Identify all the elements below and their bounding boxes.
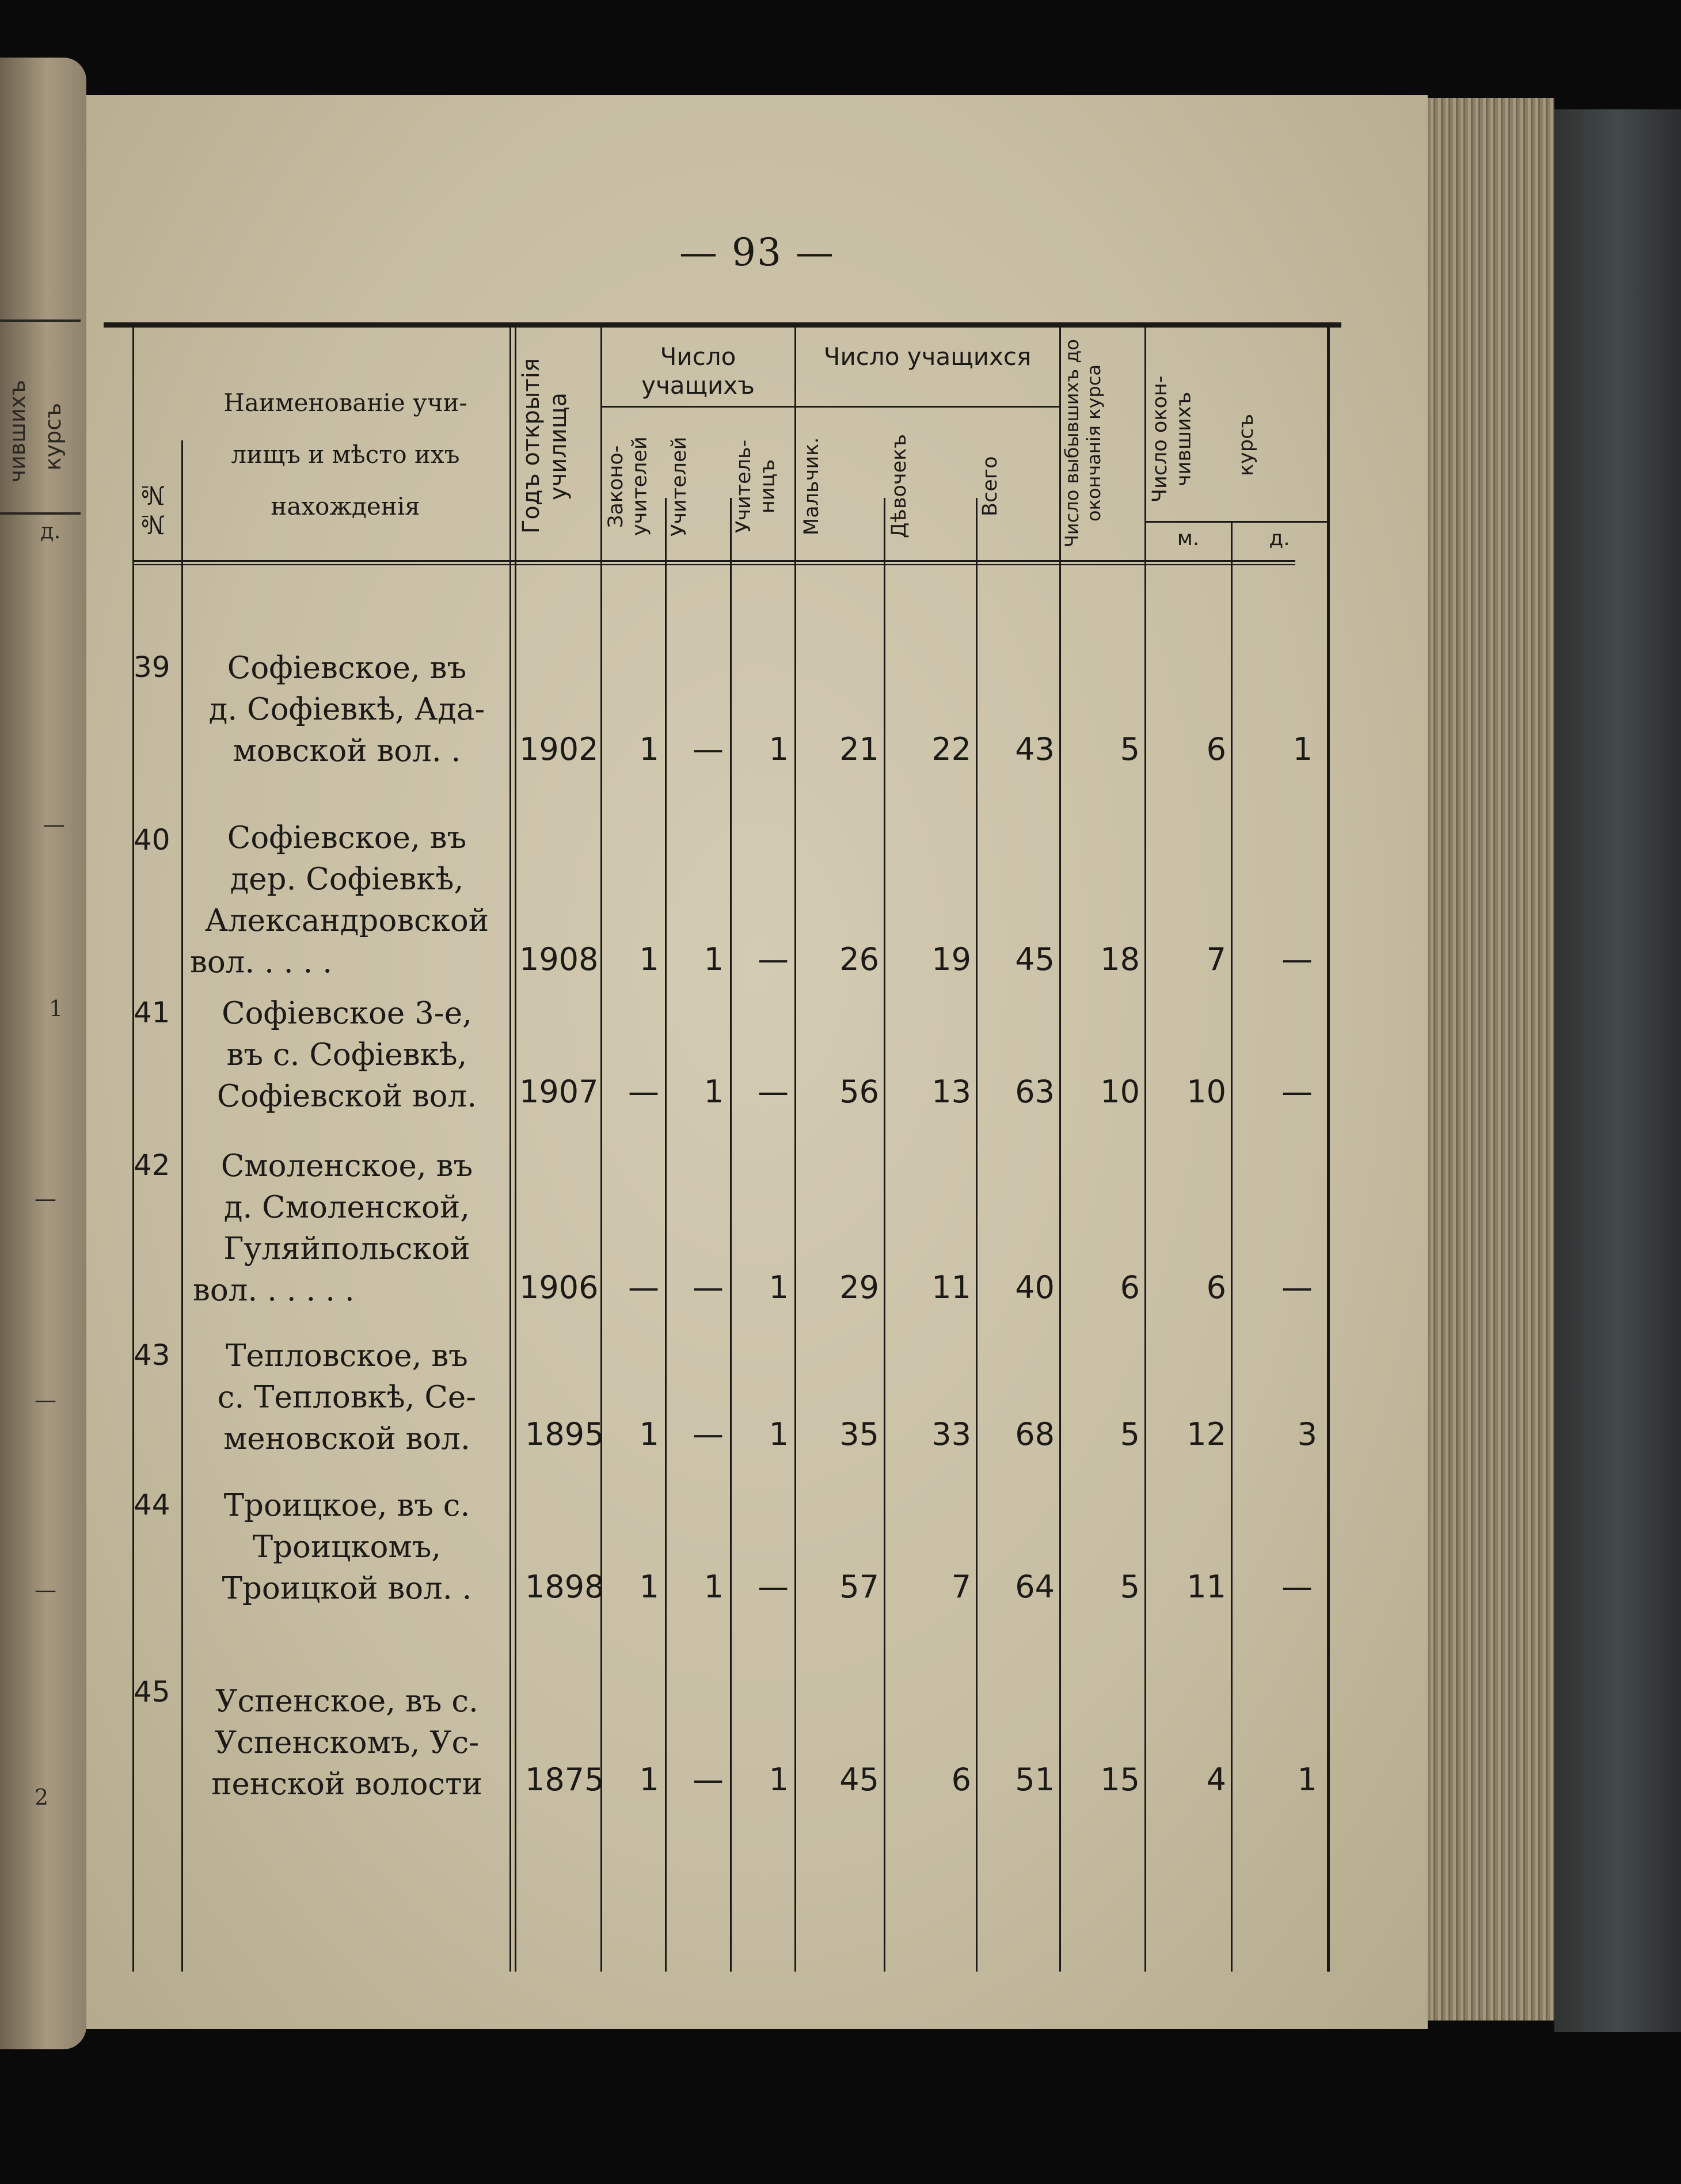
- school-name-line: Гуляйпольской: [223, 1231, 470, 1266]
- row-number: 44: [134, 1488, 170, 1521]
- cell-boys: 21: [839, 731, 879, 767]
- school-name-line: д. Софіевкѣ, Ада-: [208, 692, 485, 727]
- cell-finished-d: —: [1281, 1569, 1313, 1605]
- school-name-line: Софіевское, въ: [227, 650, 467, 686]
- header-bottom-rule: [132, 564, 1295, 565]
- cell-girls: 19: [931, 941, 971, 977]
- school-name-line: Троицкое, въ с.: [223, 1488, 470, 1523]
- cell-female: 1: [769, 1269, 789, 1306]
- school-name-line: Троицкомъ,: [252, 1529, 442, 1565]
- header-students-group: Число учащихся: [823, 343, 1032, 371]
- cell-female: —: [758, 941, 789, 977]
- header-name: Наименованіе учи- лищъ и мѣсто ихъ нахожденія: [223, 389, 467, 520]
- cell-boys: 26: [839, 941, 879, 977]
- cell-year: 1907: [519, 1074, 599, 1110]
- left-page-mark: 2: [35, 1785, 49, 1810]
- cell-finished-d: 3: [1297, 1416, 1317, 1452]
- column-rule: [515, 325, 516, 1972]
- page-number: — 93 —: [679, 230, 835, 275]
- table-top-rule: [104, 322, 1341, 328]
- school-name: [184, 993, 509, 1117]
- header-girls: Дѣвочекъ: [888, 434, 911, 539]
- column-rule: [884, 498, 885, 1972]
- school-name-line: вол. . . . . .: [193, 1273, 355, 1308]
- left-page-mark: 1: [49, 996, 63, 1021]
- header-finished-group: Число окон- чившихъ: [1148, 375, 1196, 503]
- cell-finished-m: 6: [1206, 1269, 1226, 1306]
- cell-total: 51: [1015, 1761, 1055, 1798]
- school-name: [184, 1146, 509, 1311]
- cell-law: —: [628, 1074, 659, 1110]
- cell-boys: 57: [839, 1569, 879, 1605]
- cell-boys: 45: [839, 1761, 879, 1798]
- cell-female: 1: [769, 1761, 789, 1798]
- cell-finished-d: —: [1281, 941, 1313, 977]
- cell-law: 1: [639, 1761, 659, 1798]
- column-rule: [181, 440, 183, 1972]
- left-page-rule: [0, 512, 81, 515]
- school-name-line: вол. . . . .: [190, 945, 333, 980]
- header-no: №№: [138, 480, 168, 539]
- header-law-teachers: Законо- учителей: [604, 436, 652, 537]
- header-bottom-rule: [132, 560, 1295, 562]
- column-rule: [600, 325, 602, 1972]
- cell-male: —: [693, 731, 724, 767]
- cell-dropped: 5: [1120, 1416, 1140, 1452]
- column-rule: [509, 325, 511, 1972]
- book-page: [86, 95, 1428, 2029]
- left-page-mark: —: [43, 812, 65, 837]
- cell-male: 1: [703, 1074, 724, 1110]
- row-number: 40: [134, 823, 170, 857]
- cell-finished-d: —: [1281, 1074, 1313, 1110]
- header-finished-d: д.: [1269, 527, 1290, 550]
- header-finished-m: м.: [1177, 527, 1200, 550]
- school-name-line: Александровской: [204, 903, 489, 938]
- cell-dropped: 10: [1100, 1074, 1140, 1110]
- header-boys: Мальчик.: [800, 437, 823, 536]
- cell-finished-m: 11: [1186, 1569, 1226, 1605]
- cell-girls: 7: [951, 1569, 971, 1605]
- header-teachers-group: Число учащихъ: [641, 343, 755, 399]
- cell-dropped: 5: [1120, 1569, 1140, 1605]
- row-number: 45: [134, 1675, 170, 1709]
- cell-total: 40: [1015, 1269, 1055, 1306]
- header-dropped: Число выбывшихъ до окончанія курса: [1061, 339, 1105, 548]
- cell-finished-m: 10: [1186, 1074, 1226, 1110]
- school-name-line: Софіевское 3-е,: [222, 996, 472, 1031]
- school-name-line: Софіевской вол.: [216, 1079, 477, 1114]
- cell-girls: 6: [951, 1761, 971, 1798]
- cell-boys: 35: [839, 1416, 879, 1452]
- cell-girls: 11: [931, 1269, 971, 1306]
- row-number: 39: [134, 650, 170, 684]
- cell-finished-m: 6: [1206, 731, 1226, 767]
- book-binding: [1554, 109, 1681, 2032]
- column-rule: [976, 498, 978, 1972]
- cell-law: 1: [639, 1416, 659, 1452]
- column-rule: [730, 498, 732, 1972]
- column-rule: [1327, 325, 1330, 1972]
- school-name-line: пенской волости: [211, 1767, 482, 1802]
- left-page-mark: —: [35, 1186, 56, 1211]
- school-name-line: с. Тепловкѣ, Се-: [217, 1380, 477, 1415]
- school-name-line: дер. Софіевкѣ,: [230, 862, 464, 897]
- column-rule: [665, 498, 667, 1972]
- left-page-mark: —: [35, 1387, 56, 1413]
- header-female-teachers: Учитель- ницъ: [732, 439, 779, 534]
- cell-finished-m: 7: [1206, 941, 1226, 977]
- cell-total: 64: [1015, 1569, 1055, 1605]
- cell-dropped: 5: [1120, 731, 1140, 767]
- row-number: 42: [134, 1148, 170, 1182]
- cell-male: —: [693, 1761, 724, 1798]
- header-year: Годъ открытія училища: [518, 358, 572, 534]
- cell-dropped: 6: [1120, 1269, 1140, 1306]
- cell-total: 68: [1015, 1416, 1055, 1452]
- school-name-line: Успенское, въ с.: [215, 1684, 478, 1719]
- cell-law: 1: [639, 1569, 659, 1605]
- cell-male: 1: [703, 1569, 724, 1605]
- school-name-line: Софіевское, въ: [227, 820, 467, 855]
- row-number: 43: [134, 1338, 170, 1372]
- cell-female: 1: [769, 731, 789, 767]
- cell-dropped: 18: [1100, 941, 1140, 977]
- header-finished-sub: курсъ: [1235, 413, 1258, 476]
- left-page-edge: [0, 58, 86, 2049]
- cell-total: 63: [1015, 1074, 1055, 1110]
- column-rule: [1059, 325, 1061, 1972]
- school-name-line: Смоленское, въ: [220, 1148, 473, 1184]
- school-name-line: Троицкой вол. .: [222, 1571, 472, 1606]
- cell-girls: 33: [931, 1416, 971, 1452]
- cell-finished-d: —: [1281, 1269, 1313, 1306]
- row-number: 41: [134, 996, 170, 1029]
- group-rule: [1146, 521, 1327, 523]
- school-name: [184, 817, 509, 983]
- left-page-rule: [0, 319, 81, 322]
- cell-year: 1906: [519, 1269, 599, 1306]
- left-page-header: д.: [40, 518, 61, 543]
- cell-law: 1: [639, 731, 659, 767]
- school-name: [184, 1485, 509, 1610]
- school-name: [184, 1681, 509, 1805]
- column-rule: [794, 325, 796, 1972]
- left-page-header: курсъ: [40, 403, 66, 471]
- cell-total: 45: [1015, 941, 1055, 977]
- school-name-line: меновской вол.: [223, 1421, 470, 1456]
- school-name-line: Тепловское, въ: [226, 1338, 468, 1373]
- group-rule: [602, 406, 794, 408]
- cell-male: —: [693, 1269, 724, 1306]
- cell-total: 43: [1015, 731, 1055, 767]
- cell-girls: 13: [931, 1074, 971, 1110]
- cell-dropped: 15: [1100, 1761, 1140, 1798]
- cell-year: 1908: [519, 941, 599, 977]
- page-stack-edge: [1428, 98, 1554, 2021]
- left-page-header: чившихъ: [5, 380, 30, 483]
- cell-finished-m: 12: [1186, 1416, 1226, 1452]
- cell-finished-d: 1: [1292, 731, 1313, 767]
- school-name: [184, 648, 509, 772]
- cell-year: 1902: [519, 731, 599, 767]
- cell-boys: 56: [839, 1074, 879, 1110]
- cell-male: —: [693, 1416, 724, 1452]
- cell-finished-d: 1: [1297, 1761, 1317, 1798]
- cell-male: 1: [703, 941, 724, 977]
- left-page-mark: —: [35, 1577, 56, 1603]
- cell-female: —: [758, 1074, 789, 1110]
- school-name-line: въ с. Софіевкѣ,: [226, 1037, 467, 1072]
- group-rule: [796, 406, 1059, 408]
- cell-year: 1898: [525, 1569, 604, 1605]
- cell-law: —: [628, 1269, 659, 1306]
- cell-female: —: [758, 1569, 789, 1605]
- header-total: Всего: [979, 456, 1002, 517]
- cell-female: 1: [769, 1416, 789, 1452]
- cell-girls: 22: [931, 731, 971, 767]
- school-name-line: Успенскомъ, Ус-: [214, 1725, 480, 1760]
- header-teachers: Учителей: [668, 436, 691, 537]
- school-name: [184, 1335, 509, 1460]
- cell-law: 1: [639, 941, 659, 977]
- cell-year: 1875: [525, 1761, 604, 1798]
- school-name-line: мовской вол. .: [233, 733, 461, 768]
- school-name-line: д. Смоленской,: [223, 1190, 470, 1225]
- column-rule: [1144, 325, 1146, 1972]
- cell-year: 1895: [525, 1416, 604, 1452]
- cell-boys: 29: [839, 1269, 879, 1306]
- cell-finished-m: 4: [1206, 1761, 1226, 1798]
